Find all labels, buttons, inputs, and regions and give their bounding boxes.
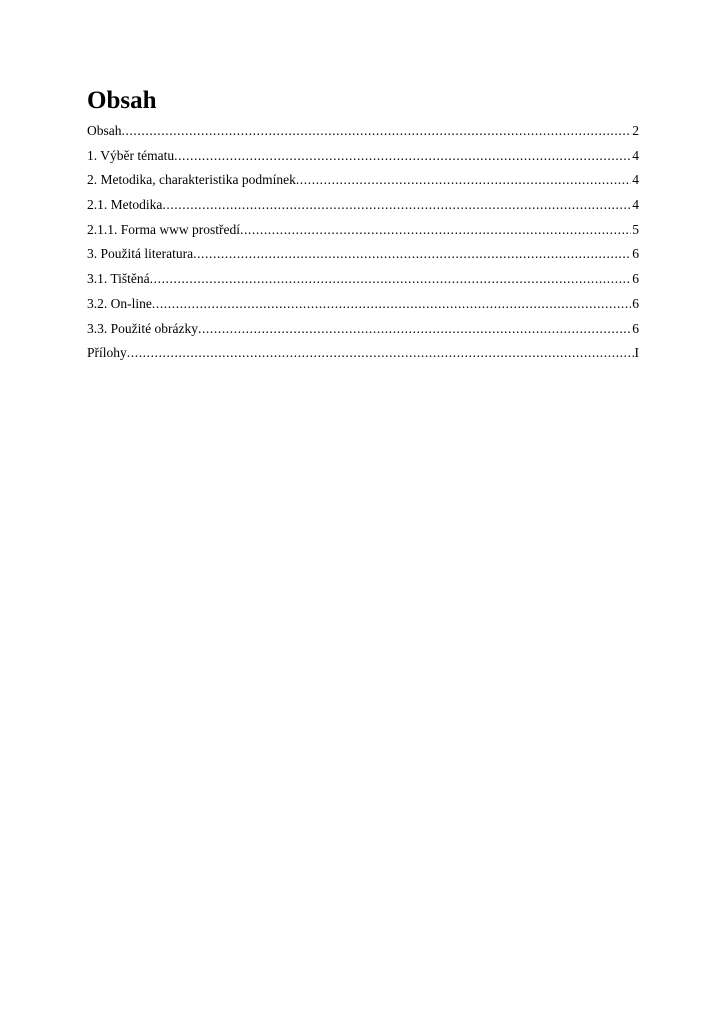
toc-entry-tistena[interactable]: [87, 267, 639, 292]
dot-leader: [122, 119, 632, 144]
dot-leader: [162, 193, 631, 218]
toc-entry-obsah[interactable]: [87, 119, 639, 144]
toc-entry-title: 1. Výběr tématu: [87, 147, 175, 163]
toc-entry-page: 4: [632, 172, 639, 188]
toc-entry-page: 4: [632, 147, 639, 163]
toc-list: [87, 119, 639, 366]
toc-entry-on-line[interactable]: [87, 292, 639, 317]
toc-entry-page: 6: [632, 295, 639, 311]
dot-leader: [127, 341, 634, 366]
toc-entry-title: 2.1. Metodika: [87, 197, 163, 213]
toc-entry-title: Obsah: [87, 123, 122, 138]
toc-entry-forma-www[interactable]: [87, 218, 639, 243]
toc-entry-pouzita-literatura[interactable]: [87, 242, 639, 267]
toc-entry-title: Přílohy: [87, 345, 127, 361]
toc-entry-page: 5: [632, 221, 639, 237]
toc-entry-title: 3.1. Tištěná: [87, 271, 150, 287]
toc-entry-page: 6: [632, 271, 639, 287]
dot-leader: [150, 267, 632, 292]
dot-leader: [193, 242, 631, 267]
toc-entry-title: 2. Metodika, charakteristika podmínek: [87, 172, 296, 188]
toc-entry-metodika[interactable]: [87, 193, 639, 218]
toc-entry-pouzite-obrazky[interactable]: [87, 317, 639, 342]
toc-entry-page: I: [634, 345, 639, 361]
toc-entry-title: 3. Použitá literatura: [87, 246, 194, 262]
toc-entry-metodika-charakteristika[interactable]: [87, 168, 639, 193]
toc-entry-page: 6: [632, 320, 639, 336]
toc-entry-title: 2.1.1. Forma www prostředí: [87, 221, 240, 237]
dot-leader: [296, 168, 631, 193]
toc-entry-page: 2: [632, 123, 639, 138]
toc-entry-title: 3.3. Použité obrázky: [87, 320, 198, 336]
toc-heading: Obsah: [87, 87, 157, 114]
toc-entry-page: 6: [632, 246, 639, 262]
toc-entry-page: 4: [632, 197, 639, 213]
toc-entry-vyber-tematu[interactable]: [87, 144, 639, 169]
dot-leader: [152, 292, 631, 317]
toc-entry-prilohy[interactable]: [87, 341, 639, 366]
toc-entry-title: 3.2. On-line: [87, 295, 152, 311]
dot-leader: [198, 317, 631, 342]
dot-leader: [240, 218, 631, 243]
dot-leader: [174, 144, 631, 169]
